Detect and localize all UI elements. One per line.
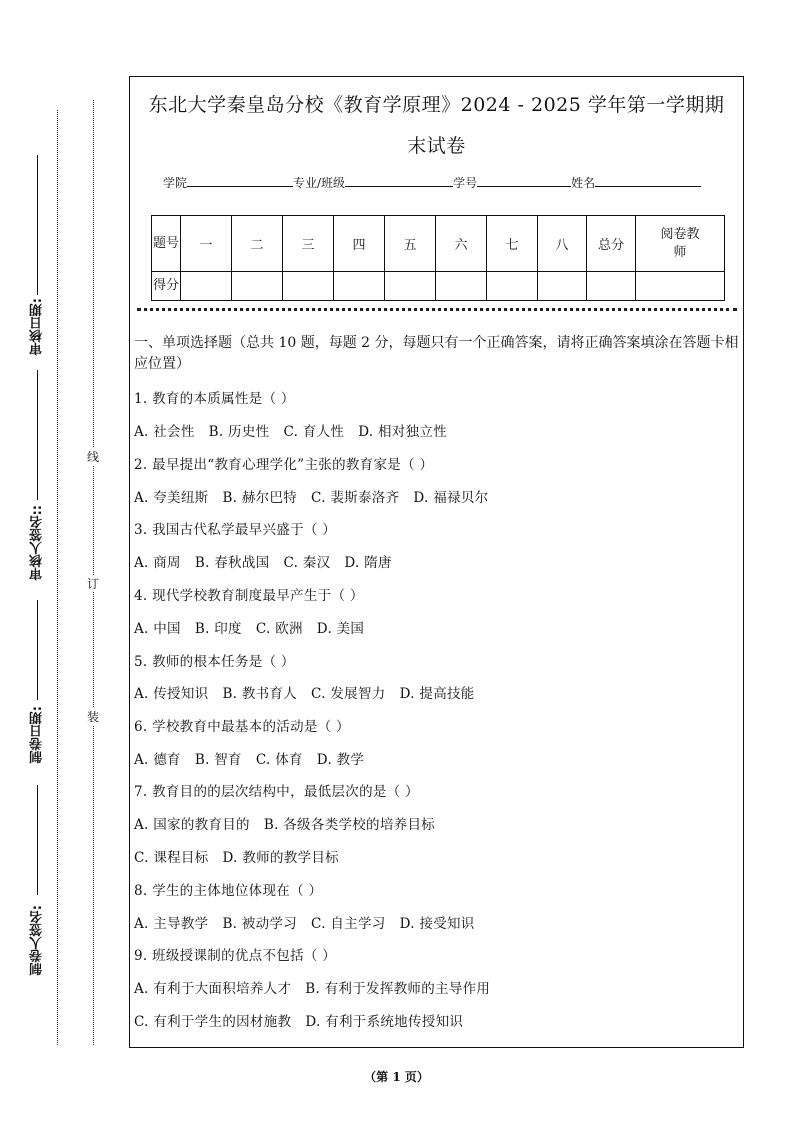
- page-number: （第 1 页）: [364, 1070, 429, 1084]
- col-8: 八: [538, 216, 587, 272]
- option-b[interactable]: B. 教书育人: [222, 686, 298, 702]
- col-grader: 阅卷教师: [636, 216, 725, 272]
- option-a[interactable]: A. 主导教学: [134, 916, 209, 932]
- option-d[interactable]: D. 教师的教学目标: [222, 850, 339, 866]
- major-label: 专业/班级: [293, 176, 346, 190]
- option-b[interactable]: B. 历史性: [208, 424, 270, 440]
- option-c[interactable]: C. 裴斯泰洛齐: [311, 490, 400, 506]
- col-7: 七: [487, 216, 538, 272]
- cut-mark-seal: 装: [86, 710, 99, 724]
- option-c[interactable]: C. 欧洲: [255, 621, 303, 637]
- option-a[interactable]: A. 商周: [134, 555, 181, 571]
- dotted-cut-line: [93, 100, 94, 1045]
- option-b[interactable]: B. 被动学习: [222, 916, 298, 932]
- make-date-label: 制卷日期:: [30, 706, 45, 764]
- option-a[interactable]: A. 传授知识: [134, 686, 209, 702]
- name-label: 姓名: [571, 176, 596, 190]
- option-d[interactable]: D. 相对独立性: [358, 424, 448, 440]
- col-6: 六: [436, 216, 487, 272]
- option-b[interactable]: B. 有利于发挥教师的主导作用: [305, 981, 491, 997]
- score-table-score-row: [152, 272, 725, 301]
- col-total: 总分: [587, 216, 636, 272]
- question-9-options-line1: [134, 977, 490, 997]
- question-3-stem: 3. 我国古代私学最早兴盛于（ ）: [134, 522, 337, 538]
- option-a[interactable]: A. 德育: [134, 752, 181, 768]
- question-8-stem: 8. 学生的主体地位体现在（ ）: [134, 883, 323, 899]
- make-signature-line: [37, 785, 38, 895]
- question-9-stem: 9. 班级授课制的优点不包括（ ）: [134, 948, 337, 964]
- col-5: 五: [385, 216, 436, 272]
- question-5-options: [134, 682, 475, 702]
- question-8-options: [134, 912, 475, 932]
- audit-date-label: 审核日期:: [30, 298, 45, 356]
- option-d[interactable]: D. 教学: [316, 752, 365, 768]
- make-signature-label: 制卷人签名:: [30, 905, 45, 976]
- option-c[interactable]: C. 体育: [255, 752, 303, 768]
- question-6-options: [134, 748, 364, 768]
- question-9-options-line2: [134, 1010, 463, 1030]
- option-d[interactable]: D. 有利于系统地传授知识: [305, 1014, 464, 1030]
- option-a[interactable]: A. 夸美纽斯: [134, 490, 209, 506]
- option-c[interactable]: C. 课程目标: [134, 850, 209, 866]
- question-1-options: [134, 420, 447, 440]
- option-b[interactable]: B. 春秋战国: [194, 555, 270, 571]
- dotted-separator: [137, 308, 737, 311]
- question-2-stem: 2. 最早提出“教育心理学化”主张的教育家是（ ）: [134, 457, 434, 473]
- score-table: [151, 215, 725, 301]
- score-cell[interactable]: [385, 272, 436, 301]
- option-d[interactable]: D. 美国: [316, 621, 365, 637]
- score-cell[interactable]: [283, 272, 334, 301]
- major-field[interactable]: [345, 174, 453, 187]
- question-3-options: [134, 551, 392, 571]
- option-b[interactable]: B. 智育: [194, 752, 242, 768]
- make-date-line: [37, 600, 38, 700]
- option-c[interactable]: C. 发展智力: [311, 686, 386, 702]
- score-cell[interactable]: [181, 272, 232, 301]
- question-7-options-line1: [134, 813, 435, 833]
- col-3: 三: [283, 216, 334, 272]
- score-cell[interactable]: [487, 272, 538, 301]
- row-label-question-no: 题号: [152, 216, 181, 272]
- audit-signature-line: [37, 370, 38, 500]
- student-info-row: [163, 174, 701, 191]
- option-c[interactable]: C. 秦汉: [283, 555, 331, 571]
- option-d[interactable]: D. 接受知识: [399, 916, 475, 932]
- score-cell[interactable]: [587, 272, 636, 301]
- option-b[interactable]: B. 赫尔巴特: [222, 490, 298, 506]
- option-b[interactable]: B. 印度: [194, 621, 242, 637]
- option-a[interactable]: A. 社会性: [134, 424, 195, 440]
- student-id-label: 学号: [453, 176, 478, 190]
- option-d[interactable]: D. 福禄贝尔: [413, 490, 489, 506]
- col-2: 二: [232, 216, 283, 272]
- option-a[interactable]: A. 国家的教育目的: [134, 817, 250, 833]
- score-cell[interactable]: [538, 272, 587, 301]
- exam-title-line2: 末试卷: [407, 135, 466, 157]
- question-5-stem: 5. 教师的根本任务是（ ）: [134, 654, 295, 670]
- exam-title-line1: 东北大学秦皇岛分校《教育学原理》2024 - 2025 学年第一学期期: [148, 94, 725, 116]
- college-field[interactable]: [187, 174, 293, 187]
- col-4: 四: [334, 216, 385, 272]
- option-c[interactable]: C. 育人性: [283, 424, 345, 440]
- question-7-stem: 7. 教育目的的层次结构中，最低层次的是（ ）: [134, 784, 419, 800]
- option-c[interactable]: C. 有利于学生的因材施教: [134, 1014, 292, 1030]
- score-cell[interactable]: [232, 272, 283, 301]
- option-b[interactable]: B. 各级各类学校的培养目标: [263, 817, 436, 833]
- score-cell[interactable]: [636, 272, 725, 301]
- option-a[interactable]: A. 有利于大面积培养人才: [134, 981, 292, 997]
- question-1-stem: 1. 教育的本质属性是（ ）: [134, 391, 295, 407]
- question-4-options: [134, 617, 364, 637]
- dotted-margin-line-left: [57, 110, 58, 1045]
- name-field[interactable]: [595, 174, 701, 187]
- score-cell[interactable]: [436, 272, 487, 301]
- question-2-options: [134, 486, 488, 506]
- cut-mark-line: 线: [86, 450, 99, 464]
- col-1: 一: [181, 216, 232, 272]
- college-label: 学院: [163, 176, 188, 190]
- student-id-field[interactable]: [477, 174, 571, 187]
- question-4-stem: 4. 现代学校教育制度最早产生于（ ）: [134, 588, 364, 604]
- option-d[interactable]: D. 提高技能: [399, 686, 475, 702]
- audit-date-line: [37, 155, 38, 295]
- audit-signature-label: 审核人签名::: [30, 505, 45, 581]
- option-d[interactable]: D. 隋唐: [344, 555, 392, 571]
- question-7-options-line2: [134, 846, 339, 866]
- cut-mark-bind: 订: [86, 577, 99, 591]
- question-6-stem: 6. 学校教育中最基本的活动是（ ）: [134, 719, 350, 735]
- score-cell[interactable]: [334, 272, 385, 301]
- section1-heading: 一、单项选择题（总共 10 题，每题 2 分，每题只有一个正确答案，请将正确答案填涂在答题卡相应位置）: [134, 335, 739, 372]
- option-a[interactable]: A. 中国: [134, 621, 181, 637]
- row-label-score: 得分: [152, 272, 181, 301]
- score-table-header-row: [152, 216, 725, 272]
- option-c[interactable]: C. 自主学习: [311, 916, 386, 932]
